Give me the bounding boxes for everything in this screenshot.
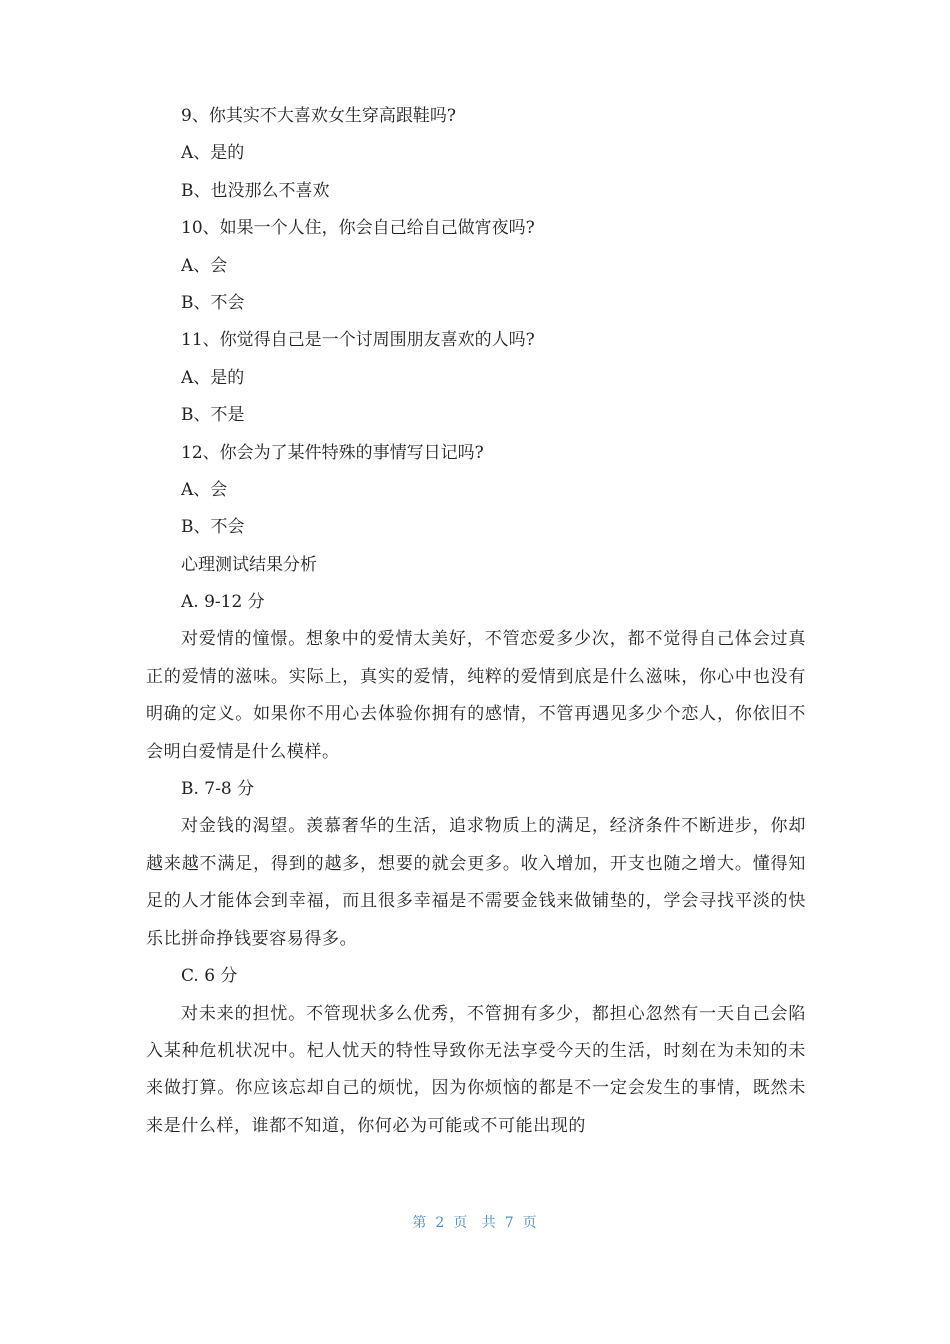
page-content xyxy=(146,98,806,1145)
result-text: 对爱情的憧憬。想象中的爱情太美好，不管恋爱多少次，都不觉得自己体会过真正的爱情的滋味。实际上，真实的爱情，纯粹的爱情到底是什么滋味，你心中也没有明确的定义。如果你不用心去体验你拥有的感情，不管再遇见多少个恋人，你依旧不会明白爱情是什么模样。 xyxy=(146,629,806,762)
result-text: 对未来的担忧。不管现状多么优秀，不管拥有多少，都担心忽然有一天自己会陷入某种危机状况中。杞人忧天的特性导致你无法享受今天的生活，时刻在为未知的未来做打算。你应该忘却自己的烦忧，因为你烦恼的都是不一定会发生的事情，既然未来是什么样，谁都不知道，你何必为可能或不可能出现的 xyxy=(146,1003,806,1136)
option-a: A、会 xyxy=(181,255,228,276)
result-score: B. 7-8 分 xyxy=(181,779,255,800)
option-a: A、是的 xyxy=(181,367,245,388)
analysis-heading: 心理测试结果分析 xyxy=(181,554,317,575)
question-text: 12、你会为了某件特殊的事情写日记吗? xyxy=(181,442,484,463)
option-b: B、不是 xyxy=(181,405,245,426)
result-text: 对金钱的渴望。羡慕奢华的生活，追求物质上的满足，经济条件不断进步，你却越来越不满足，得到的越多，想要的就会更多。收入增加，开支也随之增大。懂得知足的人才能体会到幸福，而且很多幸福是不需要金钱来做铺垫的，学会寻找平淡的快乐比拼命挣钱要容易得多。 xyxy=(146,816,806,949)
page-footer xyxy=(0,1212,950,1232)
option-a: A、会 xyxy=(181,479,228,500)
footer-label-end: 页 xyxy=(522,1215,538,1231)
option-b: B、不会 xyxy=(181,517,245,538)
result-score: C. 6 分 xyxy=(181,966,238,987)
question-text: 9、你其实不大喜欢女生穿高跟鞋吗? xyxy=(181,106,456,126)
option-b: B、也没那么不喜欢 xyxy=(181,180,330,201)
question-text: 10、如果一个人住，你会自己给自己做宵夜吗? xyxy=(181,218,535,239)
footer-label-of: 页 共 xyxy=(453,1215,497,1231)
result-score: A. 9-12 分 xyxy=(181,592,265,613)
option-a: A、是的 xyxy=(181,143,245,164)
question-text: 11、你觉得自己是一个讨周围朋友喜欢的人吗? xyxy=(181,330,535,351)
footer-label-page: 第 xyxy=(412,1215,428,1231)
footer-total-pages: 7 xyxy=(504,1215,515,1231)
option-b: B、不会 xyxy=(181,292,245,313)
footer-current-page: 2 xyxy=(435,1215,446,1231)
